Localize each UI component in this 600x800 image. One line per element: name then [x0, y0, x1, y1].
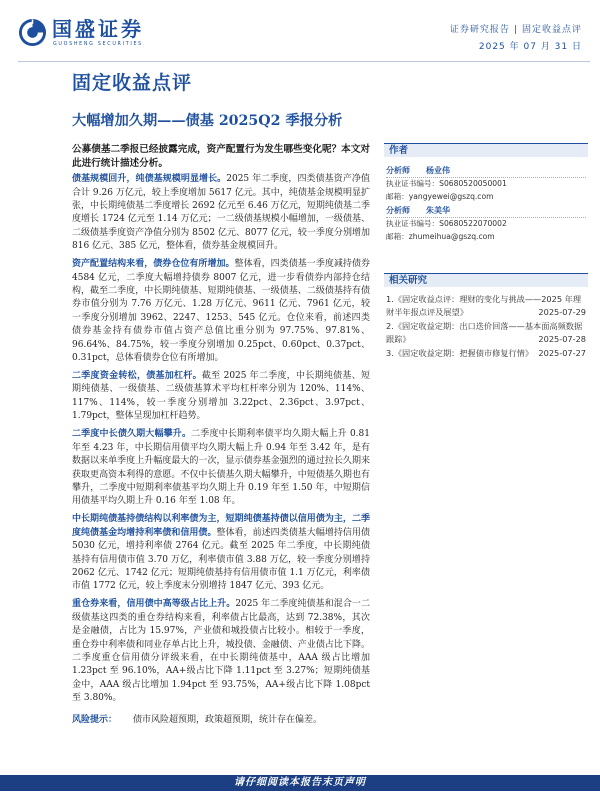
author-cert-number: S0680520050001 [439, 179, 507, 188]
header-separator: | [513, 25, 518, 35]
related-index: 2. [386, 321, 394, 331]
paragraph-lead: 中长期纯债基持债结构以利率债为主，短期纯债基持债以信用债为主，二季度纯债基金均增持利率债和信用债。 [72, 514, 370, 538]
authors-list [384, 157, 588, 243]
paragraph-body: 二季度中长期利率债平均久期大幅上升 0.81 年至 4.23 年，中长期信用债平均久期大幅上升 0.94 年至 3.42 年，是有数据以来单季度上升幅度最大的一次，显示债券基金强烈的通过拉长久期来获取更高资本利得的意愿。不仅中长债基久期大幅攀升，中短债基久期也有攀升，二季度中短期利率债基平均久期上升 0.19 年至 1.50 年，中短期信用债基平均久期上升 0.16 年至 1.08 年。 [72, 429, 370, 507]
paragraph-lead: 二季度资金转松，债基加杠杆。 [72, 371, 202, 382]
footer-disclaimer: 请仔细阅读本报告末页声明 [0, 775, 600, 791]
report-date: 2025 年 07 月 31 日 [478, 42, 582, 52]
summary: 公募债基二季报已经披露完成，资产配置行为发生哪些变化呢？本文对此进行统计描述分析。 [72, 144, 370, 169]
paragraph-leverage [72, 370, 370, 424]
main-content [72, 143, 370, 727]
risk-warning [72, 714, 370, 727]
paragraph-body: 截至 2025 年二季度，中长期纯债基、短期纯债基、一级债基、二级债基算术平均杠杆率分别为 120%、114%、117%、114%，较一季度分别增加 3.22pct、2.36pct、3.97pct、1.79pct，整体呈现加杠杆趋势。 [72, 371, 370, 422]
author-cert-label: 执业证书编号： [386, 219, 440, 228]
report-category: 固定收益点评 [521, 25, 582, 35]
author-header [386, 165, 586, 178]
related-title: 《固定收益点评：理财的变化与挑战——2025 年理财半年报点评及展望》 [386, 294, 582, 317]
related-title: 《固定收益定期：把握债市修复行情》 [393, 348, 534, 358]
related-research-heading: 相关研究 [384, 273, 588, 287]
related-research-item [386, 347, 586, 360]
paragraph-heavy-holdings [72, 598, 370, 705]
author-email-label: 邮箱： [386, 191, 409, 201]
paragraph-body: 整体看，前述四类债基大幅增持信用债 5030 亿元，增持利率债 2764 亿元。截至 2025 年二季度，中长期纯债基持有信用债市值 3.70 万亿，利率债市值 3.88 万亿，较一季度分别增持 2062 亿元、1742 亿元；短期纯债基持有信用债市值 1.1 万亿元，利率债市值 1772 亿元，较上季度末分别增持 1847 亿元、393 亿元。 [72, 527, 370, 592]
paragraph-fund-size [72, 173, 370, 253]
related-date: 2025-07-29 [538, 307, 586, 317]
related-research-list [384, 287, 588, 360]
author-cert-label: 执业证书编号： [386, 179, 440, 188]
author-email [386, 231, 586, 244]
related-research-item [386, 293, 586, 319]
related-date: 2025-07-28 [538, 334, 586, 344]
author-role: 分析师 [386, 166, 410, 175]
sidebar [384, 143, 588, 361]
page-title: 固定收益点评 [72, 72, 193, 94]
related-title: 《固定收益定期：出口迭价回落——基本面高频数据跟踪》 [386, 321, 583, 344]
author-cert [386, 178, 586, 191]
author-cert-number: S0680522070002 [439, 219, 507, 228]
related-index: 3. [386, 348, 394, 358]
risk-label: 风险提示： [72, 714, 118, 725]
paragraph-body: 2025 年二季度，四类债基资产净值合计 9.26 万亿元，较上季度增加 5617 亿元。其中，纯债基金规模明显扩张，中长期纯债基二季度增长 2692 亿元至 6.46 万亿元，短期纯债基二季度增长 1724 亿元至 1.14 万亿元；一二级债基规模小幅增加，一级债基、二级债基季度资产净值分别为 8502 亿元、8077 亿元，较一季度分别增加 816 亿元、385 亿元，整体看，债券基金规模回升。 [72, 174, 370, 252]
author-email-label: 邮箱： [386, 231, 409, 241]
risk-text: 债市风险超预期，政策超预期，统计存在偏差。 [133, 714, 323, 725]
report-type-line [450, 22, 582, 39]
author-cert [386, 218, 586, 231]
authors-heading: 作者 [384, 143, 588, 157]
author-email [386, 191, 586, 204]
page-subtitle: 大幅增加久期——债基 2025Q2 季报分析 [72, 113, 343, 129]
paragraph-lead: 资产配置结构来看，债券仓位有所增加。 [72, 259, 235, 270]
paragraph-holding-structure [72, 513, 370, 593]
logo-name-en: GUOSHENG SECURITIES [53, 42, 143, 47]
author-role: 分析师 [386, 206, 410, 215]
paragraph-asset-allocation [72, 258, 370, 365]
author-name: 杨业伟 [426, 166, 450, 175]
author-name: 朱美华 [426, 206, 450, 215]
report-type: 证券研究报告 [449, 25, 510, 35]
author-entry [386, 205, 586, 243]
paragraph-duration [72, 428, 370, 508]
paragraph-body: 2025 年二季度纯债基和混合一二级债基这四类的重仓券结构来看，利率债占比最高，达到 72.38%，其次是金融债，占比为 15.97%，产业债和城投债占比较小。相较于一季度，重仓券中利率债和同业存单占比上升，城投债、金融债、产业债占比下降。二季度重仓信用债分评级来看，在中长期纯债基中，AAA 级占比增加 1.23pct 至 96.10%，AA+级占比下降 1.11pct 至 3.27%；短期纯债基金中，AAA 级占比增加 1.94pct 至 93.75%，AA+级占比下降 1.08pct 至 3.80%。 [72, 599, 370, 704]
header-divider [18, 61, 590, 62]
paragraph-lead: 二季度中长债久期大幅攀升。 [72, 429, 192, 440]
logo-name-cn: 国盛证券 [52, 17, 144, 41]
related-research-item [386, 320, 586, 346]
logo-emblem-icon [18, 18, 47, 47]
paragraph-body: 整体看，四类债基一季度减持债券 4584 亿元，二季度大幅增持债券 8007 亿元，进一步看债券内部持仓结构，截至二季度，中长期纯债基、短期纯债基、一级债基、二级债基持有债券市值分别为 7.76 万亿元、1.28 万亿元、9611 亿元、7961 亿元，较一季度分别增加 3962、2247、1253、545 亿元。仓位来看，前述四类债券基金持有债券市值占资产总值比重分别为 97.75%、97.81%、96.64%、84.75%，较一季度分别增加 0.25pct、0.60pct、0.37pct、0.31pct，总体看债券仓位有所增加。 [72, 259, 370, 364]
author-entry [386, 165, 586, 203]
related-date: 2025-07-27 [538, 348, 586, 358]
paragraph-lead: 重仓券来看，信用债中高等级占比上升。 [72, 599, 236, 610]
company-logo [18, 17, 178, 51]
author-header [386, 205, 586, 218]
author-email-address: zhumeihua@gszq.com [408, 231, 495, 241]
report-meta [450, 22, 582, 56]
paragraph-lead: 债基规模回升，纯债基规模明显增长。 [72, 174, 227, 185]
related-index: 1. [386, 294, 394, 304]
author-email-address: yangyewei@gszq.com [408, 191, 494, 201]
